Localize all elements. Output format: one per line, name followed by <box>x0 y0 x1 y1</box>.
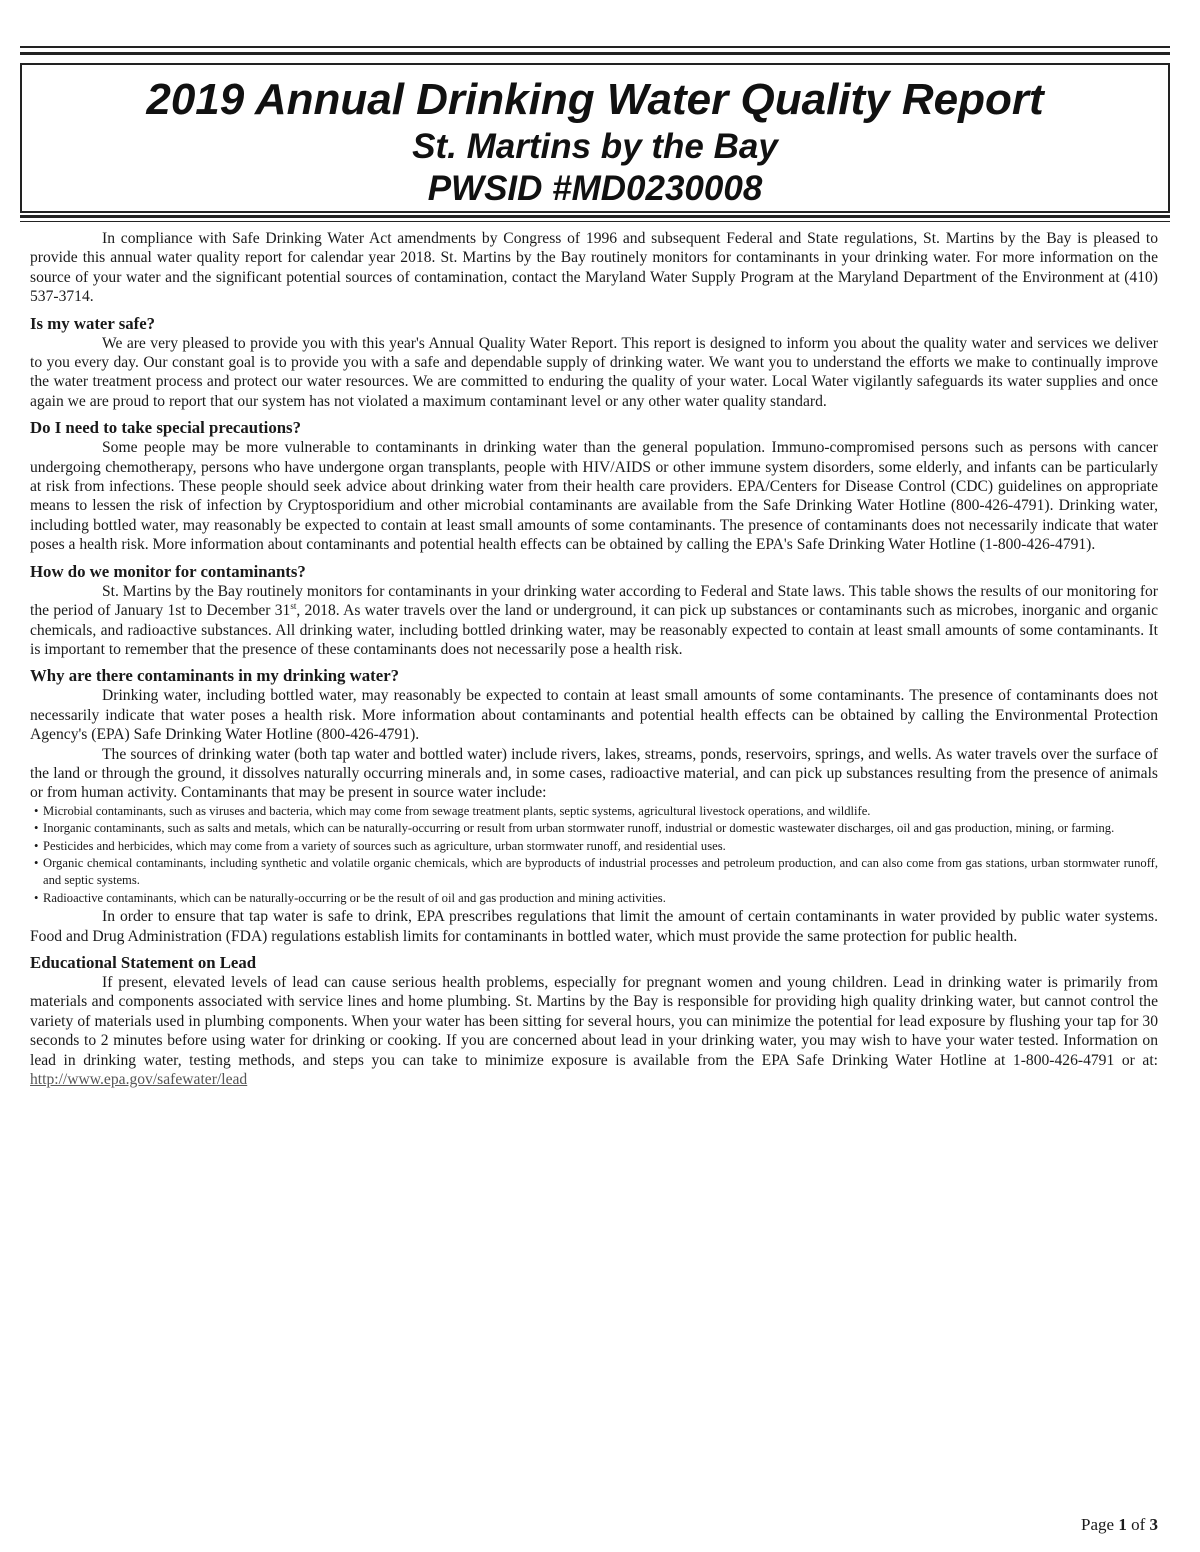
report-body <box>30 229 1158 1089</box>
section-heading-lead: Educational Statement on Lead <box>30 953 257 972</box>
bullet-icon: • <box>34 838 39 853</box>
lead-paragraph <box>30 973 1158 1089</box>
pwsid: PWSID #MD0230008 <box>427 169 763 208</box>
why-paragraph-1: Drinking water, including bottled water, may reasonably be expected to contain at least small amounts of some contaminants. The presence of contaminants does not necessarily indicate that water poses a health risk. More information about contaminants and potential health effects can be obtained by calling the Environmental Protection Agency's (EPA) Safe Drinking Water Hotline (800-426-4791). <box>30 687 1158 744</box>
precautions-paragraph: Some people may be more vulnerable to contaminants in drinking water than the general population. Immuno-compromised persons such as persons with cancer undergoing chemotherapy, persons who have undergone organ transplants, people with HIV/AIDS or other immune system disorders, some elderly, and infants can be particularly at risk from infections. These people should seek advice about drinking water from their health care providers. EPA/Centers for Disease Control (CDC) guidelines on appropriate means to lessen the risk of infection by Cryptosporidium and other microbial contaminants are available from the Safe Drinking Water Hotline (800-426-4791). Drinking water, including bottled water, may reasonably be expected to contain at least small amounts of some contaminants. The presence of contaminants does not necessarily indicate that water poses a health risk. More information about contaminants and potential health effects can be obtained by calling the EPA's Safe Drinking Water Hotline (1-800-426-4791). <box>30 439 1158 554</box>
bullet-icon: • <box>34 803 39 818</box>
contaminant-list <box>30 803 1158 907</box>
why-paragraph-2: The sources of drinking water (both tap water and bottled water) include rivers, lakes, streams, ponds, reservoirs, springs, and wells. As water travels over the surface of the land or through the ground, it dissolves naturally occurring minerals and, in some cases, radioactive material, and can pick up substances resulting from the presence of animals or from human activity. Contaminants that may be present in source water include: <box>30 745 1158 802</box>
top-rule-thick <box>20 52 1170 55</box>
system-name: St. Martins by the Bay <box>412 127 778 166</box>
section-heading-why: Why are there contaminants in my drinking water? <box>30 666 400 686</box>
list-item: • Microbial contaminants, such as viruses and bacteria, which may come from sewage treatment plants, septic systems, agricultural livestock operations, and wildlife. <box>30 803 1158 820</box>
why-paragraph-3: In order to ensure that tap water is safe to drink, EPA prescribes regulations that limit the amount of certain contaminants in water provided by public water systems. Food and Drug Administration (FDA) regulations establish limits for contaminants in bottled water, which must provide the same protection for public health. <box>30 908 1158 945</box>
report-title: 2019 Annual Drinking Water Quality Report <box>146 75 1044 124</box>
bullet-icon: • <box>34 890 39 905</box>
monitor-text-b: , 2018. As water travels over the land or underground, it can pick up substances or contaminants such as microbes, inorganic and organic chemicals, and radioactive substances. All drinking water, including bottled drinking water, may be reasonably expected to contain at least small amounts of some contaminants. It is important to remember that the presence of these contaminants does not necessarily pose a health risk. <box>30 602 1158 658</box>
bottom-rule-thick <box>20 215 1170 218</box>
monitor-paragraph <box>30 582 1158 660</box>
title-box <box>20 63 1170 213</box>
page-number: Page 1 of 3 <box>1081 1515 1158 1534</box>
bullet-icon: • <box>34 855 39 870</box>
epa-lead-link[interactable]: http://www.epa.gov/safewater/lead <box>30 1071 248 1089</box>
bullet-icon: • <box>34 821 39 836</box>
section-heading-safe: Is my water safe? <box>30 313 156 333</box>
monitor-text-a: St. Martins by the Bay routinely monitors for contaminants in your drinking water according to Federal and State laws. This table shows the results of our monitoring for the period of January 1st to December 31 <box>30 582 1158 620</box>
list-item: • Inorganic contaminants, such as salts and metals, which can be naturally-occurring or result from urban stormwater runoff, industrial or domestic wastewater discharges, oil and gas production, mining, or farming. <box>30 820 1158 837</box>
section-heading-monitor: How do we monitor for contaminants? <box>30 561 306 581</box>
list-item: • Radioactive contaminants, which can be naturally-occurring or be the result of oil and gas production and mining activities. <box>30 890 1158 907</box>
list-item: • Pesticides and herbicides, which may come from a variety of sources such as agriculture, urban stormwater runoff, and residential uses. <box>30 838 1158 855</box>
intro-paragraph: In compliance with Safe Drinking Water Act amendments by Congress of 1996 and subsequent Federal and State regulations, St. Martins by the Bay is pleased to provide this annual water quality report for calendar year 2018. St. Martins by the Bay routinely monitors for contaminants in your drinking water. For more information on the source of your water and the significant potential sources of contamination, contact the Maryland Water Supply Program at the Maryland Department of the Environment at (410) 537-3714. <box>30 230 1158 306</box>
lead-text: If present, elevated levels of lead can cause serious health problems, especially for pregnant women and young children. Lead in drinking water is primarily from materials and components associated with service lines and home plumbing. St. Martins by the Bay is responsible for providing high quality drinking water, but cannot control the variety of materials used in plumbing components. When your water has been sitting for several hours, you can minimize the potential for lead exposure by flushing your tap for 30 seconds to 2 minutes before using water for drinking or cooking. If you are concerned about lead in your drinking water, you may wish to have your water tested. Information on lead in drinking water, testing methods, and steps you can take to minimize exposure is available from the EPA Safe Drinking Water Hotline at 1-800-426-4791 or at: <box>30 974 1158 1069</box>
section-heading-precautions: Do I need to take special precautions? <box>30 418 301 438</box>
ordinal-suffix: st <box>290 600 297 611</box>
bottom-rule <box>20 221 1170 222</box>
top-rule <box>20 46 1170 48</box>
list-item: • Organic chemical contaminants, including synthetic and volatile organic chemicals, which are byproducts of industrial processes and petroleum production, and can also come from gas stations, urban stormwater runoff, and septic systems. <box>34 855 1158 888</box>
safe-paragraph: We are very pleased to provide you with this year's Annual Quality Water Report. This report is designed to inform you about the quality water and services we deliver to you every day. Our constant goal is to provide you with a safe and dependable supply of drinking water. We want you to understand the efforts we make to continually improve the water treatment process and protect our water resources. We are committed to enduring the quality of your water. Local Water vigilantly safeguards its water supplies and once again we are proud to report that our system has not violated a maximum contaminant level or any other water quality standard. <box>30 334 1158 410</box>
